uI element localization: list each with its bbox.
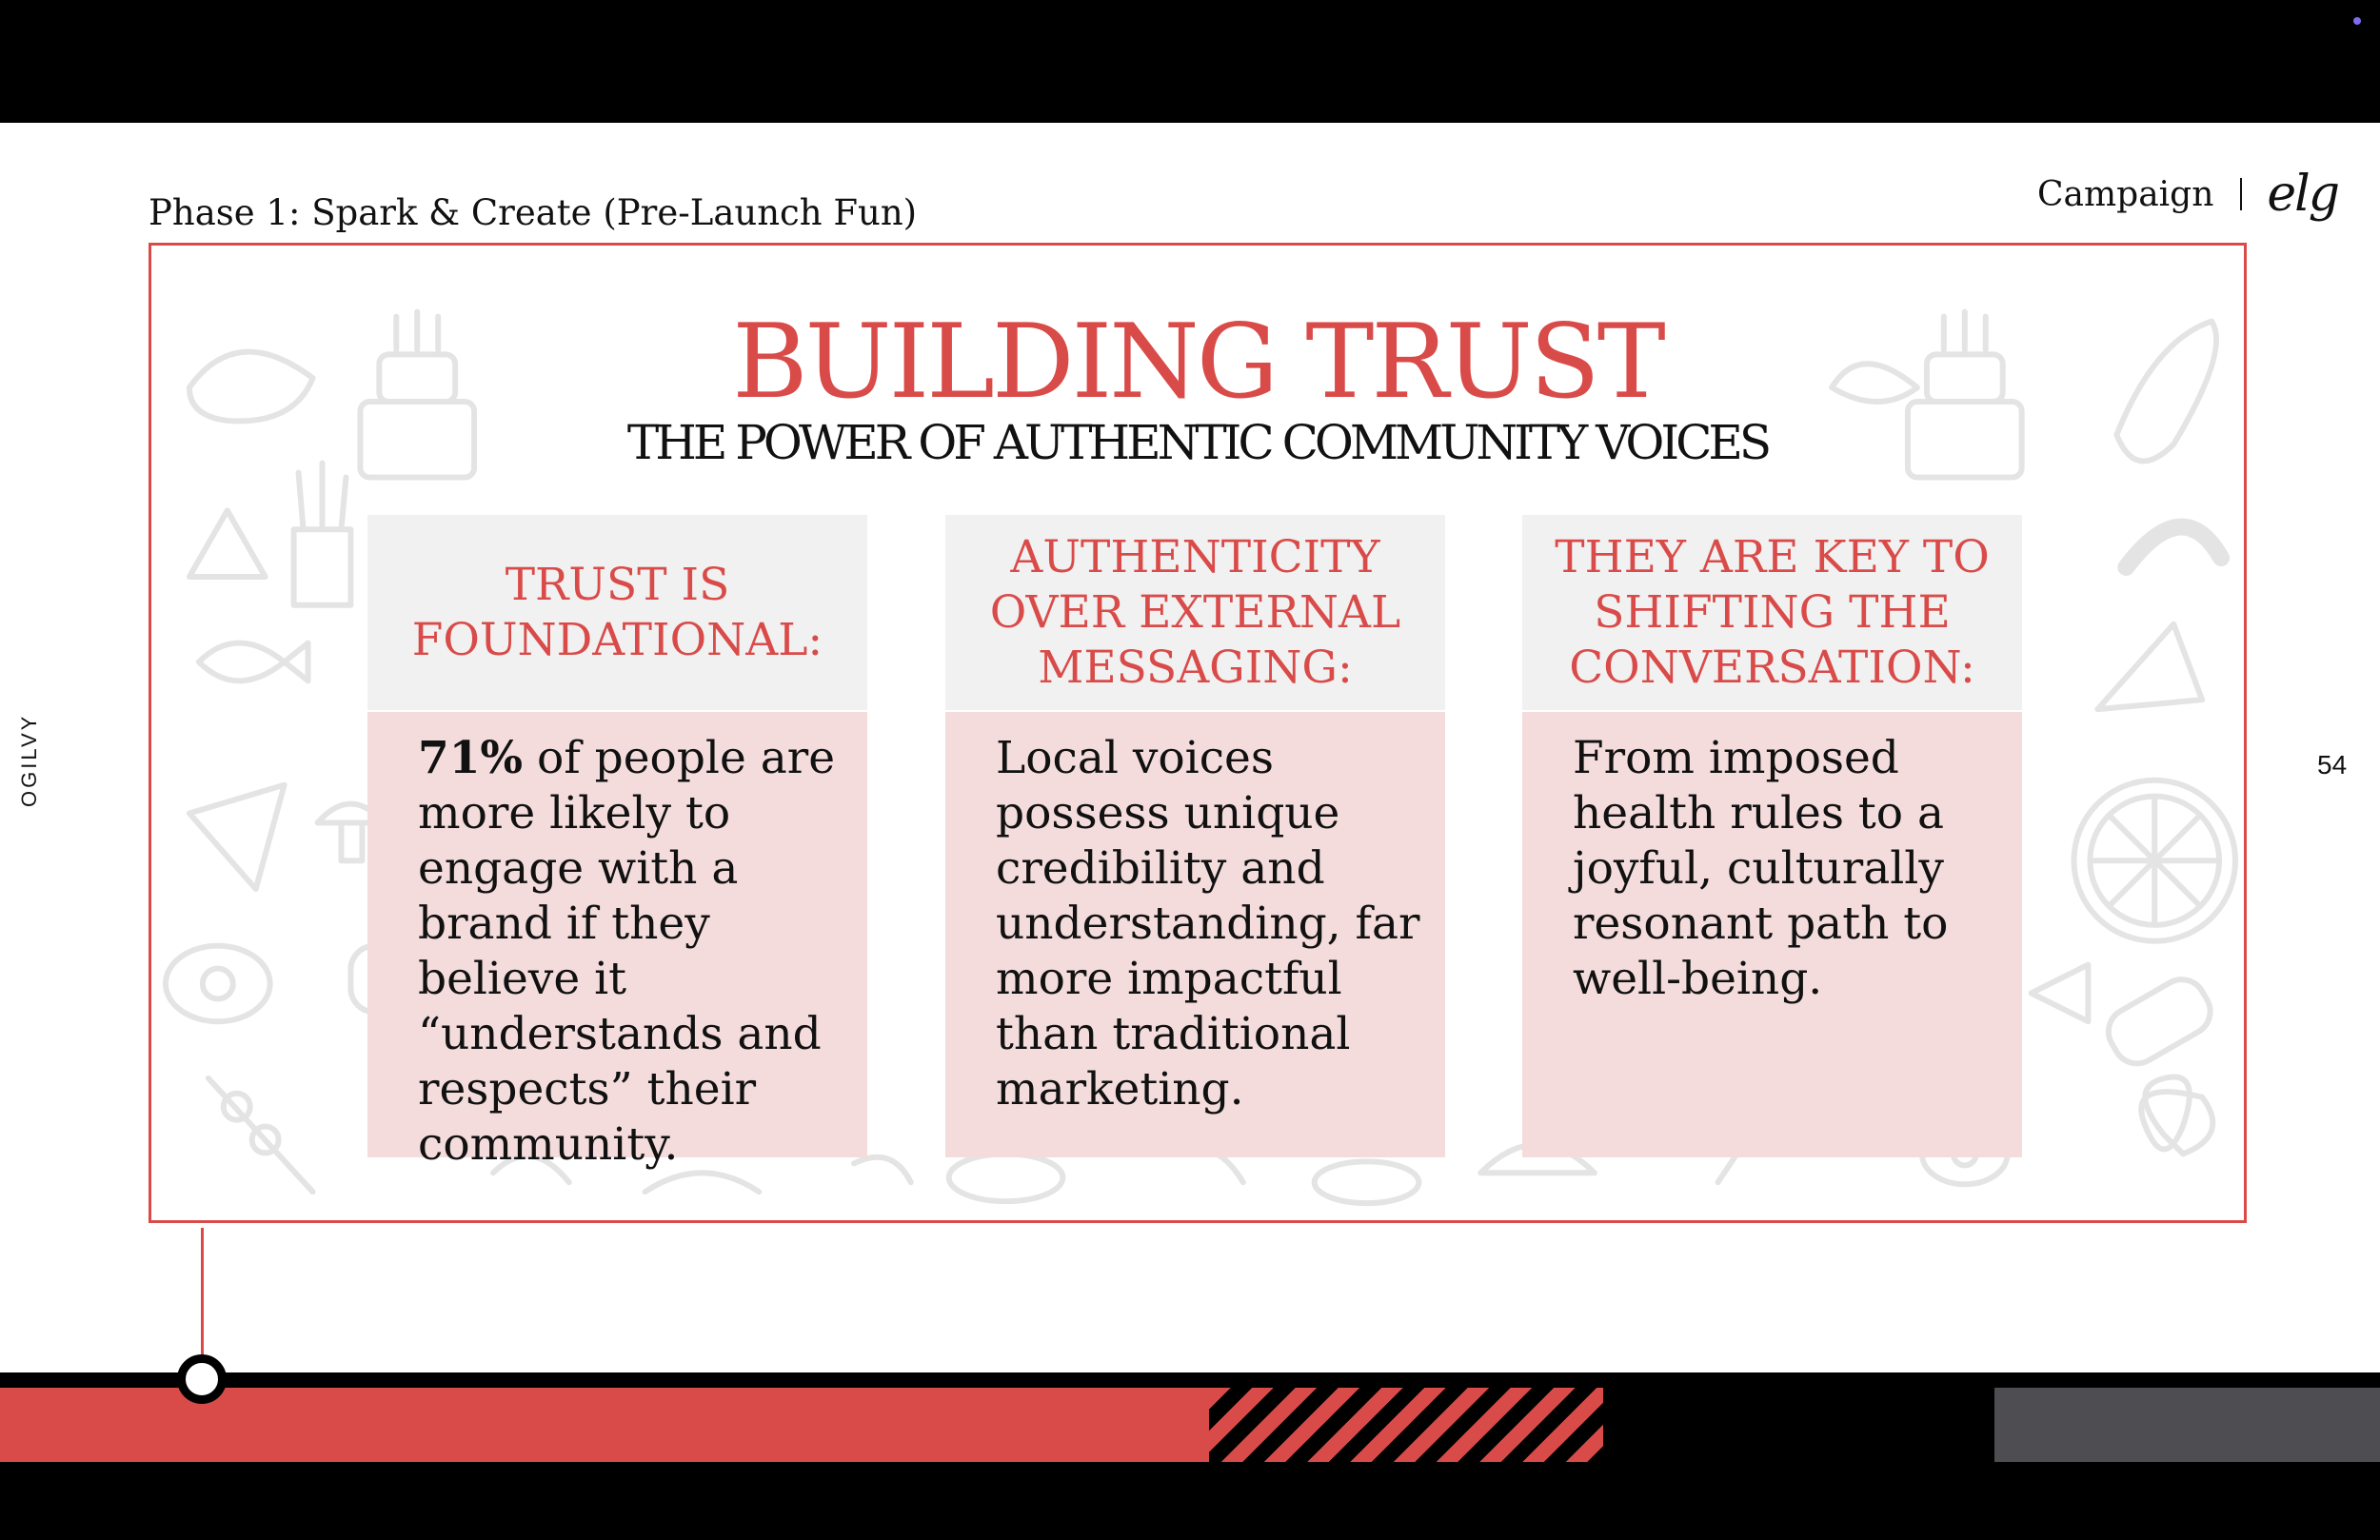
card-body: From imposed health rules to a joyful, culturally resonant path to well-being.	[1522, 712, 2022, 1157]
sausage-doodle	[2126, 527, 2221, 567]
card-body: Local voices possess unique credibility and understanding, far more impactful than traditional marketing.	[945, 712, 1445, 1157]
pretzel-doodle	[2141, 1076, 2212, 1154]
page-number: 54	[2317, 750, 2348, 780]
pepper-doodle	[854, 1157, 911, 1183]
hotdog-doodle	[645, 1173, 760, 1192]
side-label: OGILVY	[17, 713, 41, 807]
elg-logo: elg	[2267, 166, 2339, 223]
pizza-doodle-right	[2073, 780, 2235, 941]
timeline-node	[177, 1354, 227, 1404]
indicator-dot	[2353, 17, 2361, 25]
fish-doodle	[199, 643, 308, 681]
timeline-connector	[201, 1228, 204, 1375]
footer-stripes	[1209, 1388, 1603, 1462]
cheese-doodle	[2097, 624, 2202, 709]
bowl-doodle	[1315, 1161, 1419, 1203]
bun-doodle	[949, 1154, 1063, 1201]
card-body-text: of people are more likely to engage with a brand if they believe it “understands and respects” their community.	[418, 732, 836, 1171]
slide-title: BUILDING TRUST	[732, 303, 1663, 422]
card-heading: TRUST IS FOUNDATIONAL:	[367, 515, 867, 710]
card-authenticity	[945, 515, 1445, 1157]
header-right	[2037, 168, 2338, 221]
sandwich-doodle	[2032, 965, 2089, 1022]
card-heading: AUTHENTICITY OVER EXTERNAL MESSAGING:	[945, 515, 1445, 710]
card-body	[367, 712, 867, 1171]
footer-red-band	[0, 1388, 1209, 1462]
slide-frame	[149, 243, 2247, 1223]
footer-gray-band	[1994, 1388, 2380, 1462]
header-divider	[2240, 178, 2242, 210]
card-conversation	[1522, 515, 2022, 1157]
campaign-label: Campaign	[2037, 174, 2214, 214]
burrito-doodle	[2100, 971, 2219, 1072]
card-heading: THEY ARE KEY TO SHIFTING THE CONVERSATION:	[1522, 515, 2022, 710]
pizza-slice-doodle	[189, 785, 285, 889]
top-bar	[0, 0, 2380, 123]
egg-doodle	[166, 946, 270, 1022]
card-stat: 71%	[418, 732, 524, 784]
onigiri-doodle	[189, 510, 266, 577]
skewer-doodle	[208, 1078, 313, 1192]
phase-label: Phase 1: Spark & Create (Pre-Launch Fun)	[149, 192, 918, 233]
slide-subtitle: THE POWER OF AUTHENTIC COMMUNITY VOICES	[626, 415, 1769, 470]
card-trust	[367, 515, 867, 1171]
fries-doodle	[294, 464, 351, 605]
